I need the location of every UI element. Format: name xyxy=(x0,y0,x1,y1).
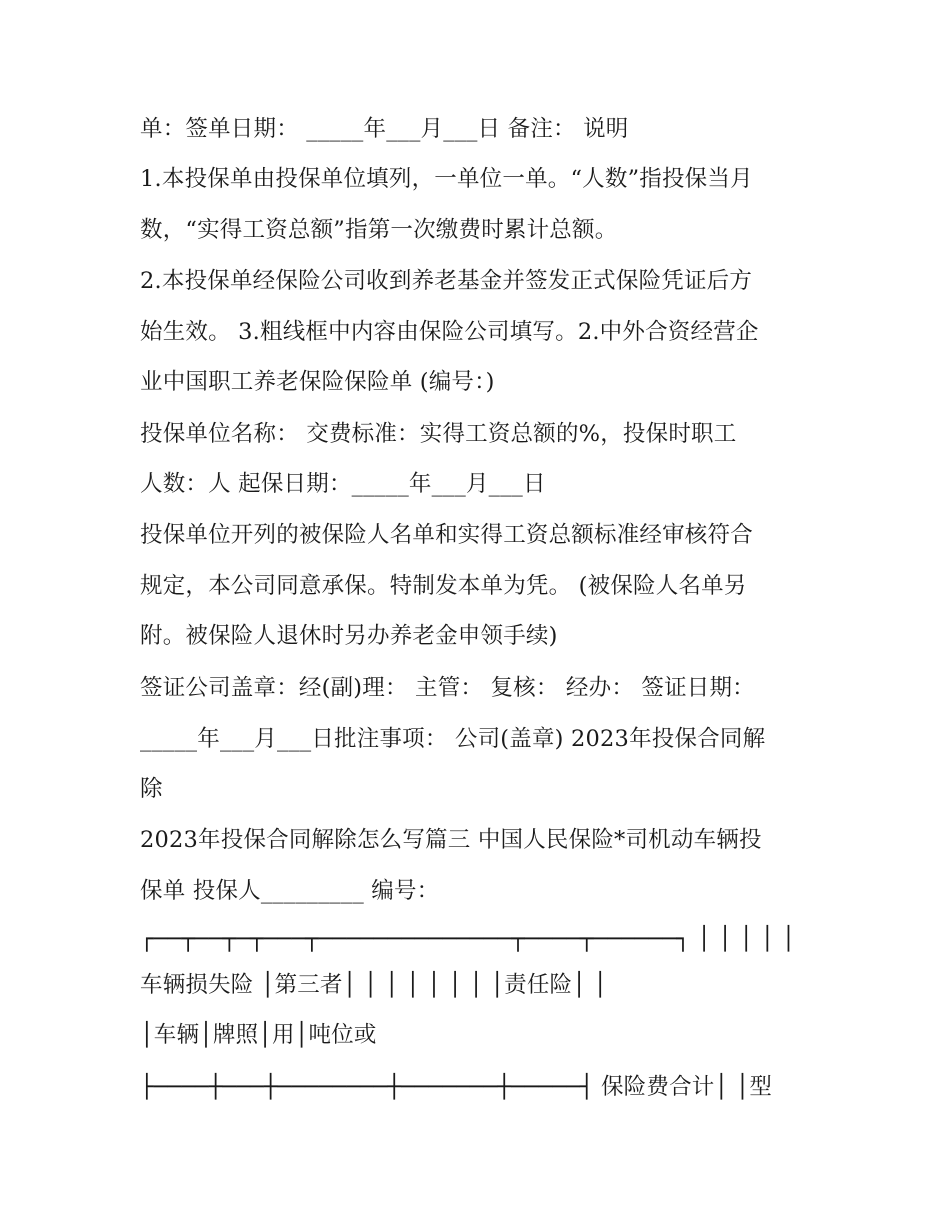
text-line-7: 投保单位名称： 交费标准：实得工资总额的%，投保时职工 xyxy=(140,421,737,447)
text-line-4: 2.本投保单经保险公司收到养老基金并签发正式保险凭证后方 xyxy=(140,268,753,294)
text-line-5: 始生效。 3.粗线框中内容由保险公司填写。2.中外合资经营企 xyxy=(140,319,759,345)
text-line-12: 签证公司盖章：经(副)理： 主管： 复核： 经办： 签证日期： xyxy=(140,675,755,701)
text-line-9: 投保单位开列的被保险人名单和实得工资总额标准经审核符合 xyxy=(140,522,753,548)
text-line-16: 保单 投保人_________ 编号： xyxy=(140,878,440,904)
text-line-2: 1.本投保单由投保单位填列，一单位一单。“人数”指投保当月 xyxy=(140,166,753,192)
text-line-6: 业中国职工养老保险保险单 (编号：) xyxy=(140,369,495,395)
text-line-1: 单：签单日期： _____年___月___日 备注： 说明 xyxy=(140,116,629,142)
text-line-13: _____年___月___日批注事项： 公司(盖章) 2023年投保合同解 xyxy=(140,726,766,752)
text-line-3: 数，“实得工资总额”指第一次缴费时累计总额。 xyxy=(140,217,618,243)
table-row-vehicle-loss: 车辆损失险 │第三者│ │ │ │ │ │ │ │责任险│ │ xyxy=(140,972,608,998)
text-line-11: 附。被保险人退休时另办养老金申领手续) xyxy=(140,623,558,649)
text-line-8: 人数：人 起保日期：_____年___月___日 xyxy=(140,471,546,497)
table-border-top: ┌──┬──┬─┬───┬──────────────┬────┬──────┐ │ │ │ │ │ xyxy=(140,926,796,952)
table-row-premium-total: ├────┼───┼────────┼───────┼─────┤ 保险费合计│ │型 xyxy=(140,1074,773,1100)
table-row-vehicle-plate: │车辆│牌照│用│吨位或 xyxy=(140,1022,377,1048)
text-line-14: 除 xyxy=(140,776,163,802)
text-line-15: 2023年投保合同解除怎么写篇三 中国人民保险*司机动车辆投 xyxy=(140,827,762,853)
text-line-10: 规定，本公司同意承保。特制发本单为凭。 (被保险人名单另 xyxy=(140,573,747,599)
